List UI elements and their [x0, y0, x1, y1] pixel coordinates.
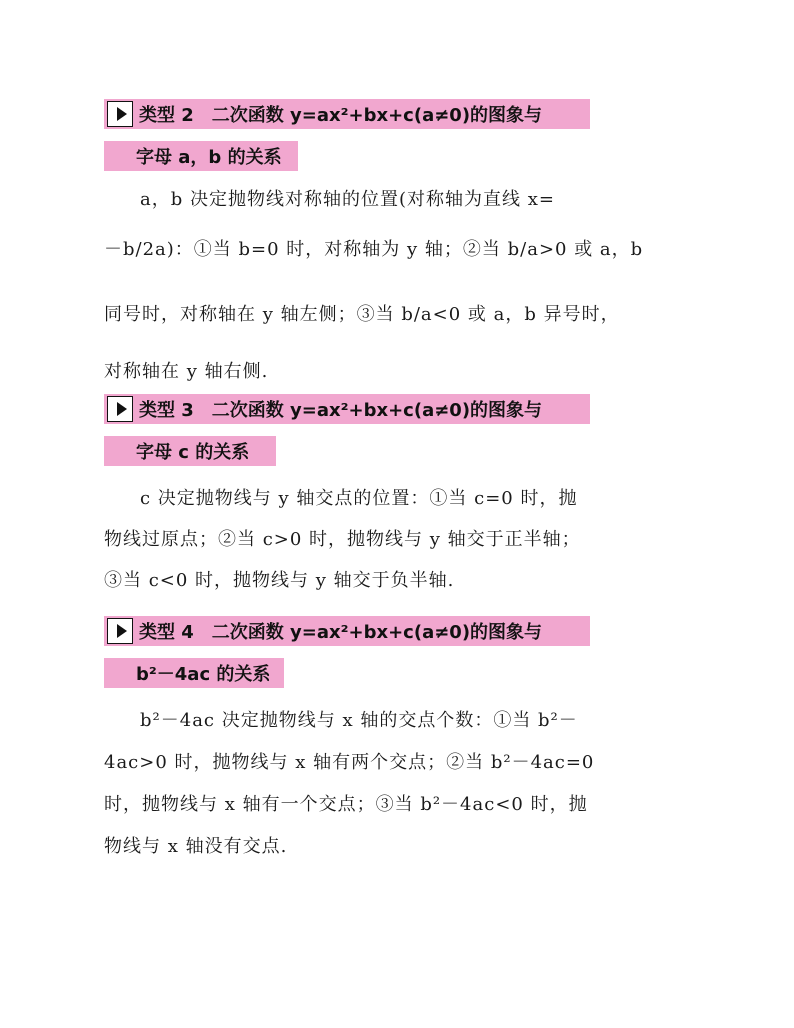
section-heading-type4 [104, 616, 590, 688]
body-line: a，b 决定抛物线对称轴的位置(对称轴为直线 x= [140, 189, 555, 210]
play-triangle-icon [107, 618, 133, 644]
heading-line1: 类型 4 二次函数 y=ax²+bx+c(a≠0)的图象与 [104, 616, 590, 646]
heading-line2: 字母 c 的关系 [104, 436, 276, 466]
body-line: ③当 c<0 时，抛物线与 y 轴交于负半轴. [104, 570, 455, 591]
body-line: b²－4ac 决定抛物线与 x 轴的交点个数：①当 b²－ [140, 710, 578, 731]
body-line: 同号时，对称轴在 y 轴左侧；③当 b/a<0 或 a，b 异号时， [104, 304, 620, 325]
play-triangle-icon [107, 101, 133, 127]
heading-line2: b²－4ac 的关系 [104, 658, 284, 688]
section-heading-type2 [104, 99, 590, 171]
body-line: 时，抛物线与 x 轴有一个交点；③当 b²－4ac<0 时，抛 [104, 794, 588, 815]
heading-line2: 字母 a，b 的关系 [104, 141, 298, 171]
play-triangle-icon [107, 396, 133, 422]
body-line: 4ac>0 时，抛物线与 x 轴有两个交点；②当 b²－4ac=0 [104, 752, 595, 773]
heading-line1: 类型 3 二次函数 y=ax²+bx+c(a≠0)的图象与 [104, 394, 590, 424]
body-line: 物线过原点；②当 c>0 时，抛物线与 y 轴交于正半轴； [104, 529, 581, 550]
body-line: －b/2a)：①当 b=0 时，对称轴为 y 轴；②当 b/a>0 或 a，b [104, 239, 644, 260]
heading-line1: 类型 2 二次函数 y=ax²+bx+c(a≠0)的图象与 [104, 99, 590, 129]
section-heading-type3 [104, 394, 590, 466]
body-line: 对称轴在 y 轴右侧. [104, 361, 269, 382]
body-line: 物线与 x 轴没有交点. [104, 836, 288, 857]
body-line: c 决定抛物线与 y 轴交点的位置：①当 c=0 时，抛 [140, 488, 578, 509]
